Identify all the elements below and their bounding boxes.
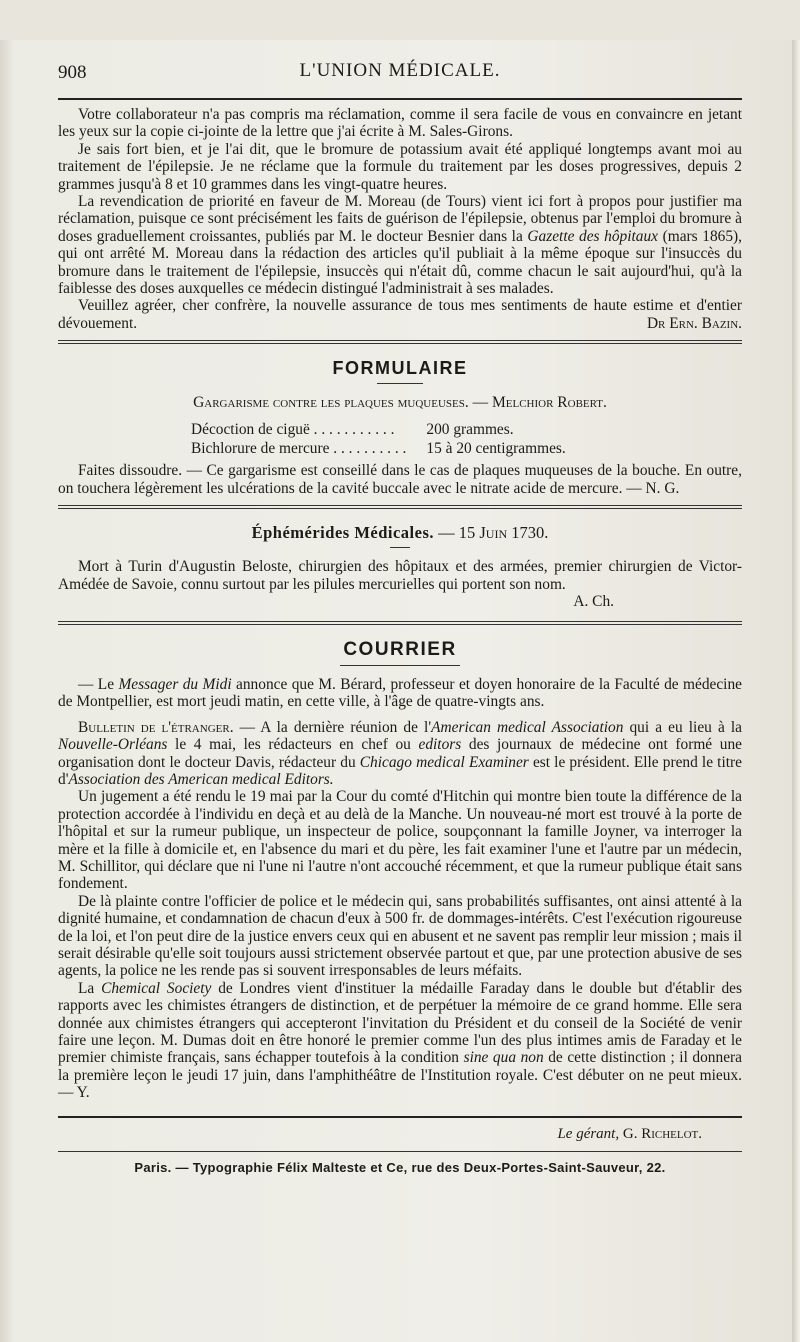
ephemerides-date: — 15 Juin 1730.: [438, 523, 549, 543]
text-span: de cette distinction ; il donnera la première leçon le jeudi 17 juin, dans l'amphithéâtre de l'Institution royale. C'est débuter on ne peut mieux. — Y.: [58, 1049, 742, 1102]
section-divider: [58, 621, 742, 625]
recipe-row: [191, 420, 566, 439]
ingredient-quantity: 200 grammes.: [426, 421, 514, 439]
bulletin-label: Bulletin de l'étranger.: [78, 718, 234, 736]
recipe-row: [191, 439, 566, 458]
title-rule: [377, 383, 423, 384]
ingredient-quantity: 15 à 20 centigrammes.: [426, 440, 566, 458]
title-rule: [340, 665, 460, 666]
ephemerides-signature: A. Ch.: [573, 592, 614, 610]
gerant-label: Le gérant,: [557, 1125, 620, 1142]
text-span: (mars 1865), qui ont arrêté M. Moreau dans la rédaction des articles qu'il publiait à la même époque sur l'insuccès du bromure dans le traitement de l'épilepsie, insuccès qui n'était dû, comme chacun le sait aujourd'hui, qu'à la faiblesse des doses auxquelles ce médecin distingué l'administrait à ses malades.: [58, 227, 743, 298]
letter-signature: Dr Ern. Bazin.: [646, 314, 742, 332]
text-span: est le président. Elle prend le titre d': [58, 753, 742, 788]
letter-paragraph-2: Je sais fort bien, et je l'ai dit, que le bromure de potassium avait été appliqué longtemps avant moi au traitement de l'épilepsie. Je ne réclame que la formule du traitement par les doses progressives, depuis 2 grammes jusqu'à 8 et 10 grammes dans les vingt-quatre heures.: [58, 140, 742, 193]
courrier-paragraph-4: De là plainte contre l'officier de police et le médecin qui, sans probabilités suffisantes, ont ainsi attenté à la dignité humaine, et condamnation de chacun d'eux à 500 fr. de dommages-intérêts. C'est l'exécution rigoureuse de la loi, et l'on peut dire de la justice envers ceux qui en abusent et ne savent pas remplir leur mission ; mais il serait désirable qu'elle soit toujours aussi strictement observée partout et que, par une protection abusive de ses agents, la police ne les rende pas si souvent irresponsables de leurs méfaits.: [58, 892, 742, 980]
editors-term: editors: [418, 736, 462, 754]
latin-phrase: sine qua non: [463, 1049, 544, 1067]
ingredient-name: Décoction de ciguë . . . . . . . . . . .: [191, 421, 395, 439]
formulaire-title: FORMULAIRE: [332, 358, 468, 379]
header-rule: [58, 98, 742, 100]
ephemerides-heading: Éphémérides Médicales.: [251, 523, 434, 543]
text-span: — A la dernière réunion de l': [239, 718, 432, 736]
text-span: le 4 mai, les rédacteurs en chef ou: [175, 736, 411, 754]
page-header: [58, 40, 742, 98]
courrier-paragraph-3: Un jugement a été rendu le 19 mai par la Cour du comté d'Hitchin qui montre bien toute la différence de la protection accordée à l'individu en deçà et au delà de la Manche. Un nouveau-né mort est trouvé à la porte de l'hôpital et sur la rumeur publique, un inspecteur de police, soupçonnant la famille Joyner, va interroger la mère et la fille à domicile et, en l'absence du mari et du père, les fait examiner l'une et l'autre par un médecin, M. Schillitor, qui déclare que ni l'une ni l'autre n'ont accouché récemment, et que la rumeur publique était sans fondement.: [58, 788, 742, 893]
ephemerides-title: [58, 523, 742, 543]
text-span: Veuillez agréer, cher confrère, la nouvelle assurance de tous mes sentiments de haute estime et d'entier dévouement.: [58, 297, 742, 332]
gerant-line: [58, 1126, 702, 1143]
text-span: de Londres vient d'instituer la médaille Faraday dans le double but d'établir des rapports avec les chimistes étrangers de distinction, et de perpétuer la mémoire de ce grand homme. Elle sera donnée aux chimistes étrangers qui accepteront l'invitation du Président et du conseil de la Société de venir faire une leçon. M. Dumas doit en être honoré le premier comme l'un des plus intimes amis de Faraday et le premier chimiste français, sans échapper toutefois à la condition: [58, 979, 742, 1067]
page-edge: [792, 40, 800, 1342]
formula-subtitle: Gargarisme contre les plaques muqueuses. — Melchior Robert.: [193, 394, 607, 412]
letter-paragraph-1: Votre collaborateur n'a pas compris ma réclamation, comme il sera facile de vous en convaincre en jetant les yeux sur la copie ci-jointe de la lettre que j'ai écrite à M. Sales-Girons.: [58, 106, 742, 141]
courrier-paragraph-2: [58, 719, 742, 789]
gerant-name: G. Richelot.: [622, 1125, 702, 1142]
printer-line: Paris. — Typographie Félix Malteste et Ce, rue des Deux-Portes-Saint-Sauveur, 22.: [134, 1159, 666, 1175]
ingredient-name: Bichlorure de mercure . . . . . . . . . .: [191, 440, 407, 458]
association-title: Association des American medical Editors.: [68, 770, 334, 788]
section-divider: [58, 505, 742, 509]
recipe-table: [191, 420, 566, 458]
section-divider: [58, 340, 742, 344]
text-span: — Le: [78, 675, 115, 693]
text-span: La: [78, 979, 95, 997]
journal-title: Messager du Midi: [118, 675, 232, 693]
running-title: L'UNION MÉDICALE.: [299, 60, 501, 81]
city-name: Nouvelle-Orléans: [58, 736, 168, 754]
journal-title: Chicago medical Examiner: [359, 753, 529, 771]
text-span: annonce que M. Bérard, professeur et doyen honoraire de la Faculté de médecine de Montpellier, est mort jeudi matin, en cette ville, à l'âge de quatre-vingts ans.: [58, 675, 742, 711]
page-number: 908: [58, 62, 87, 83]
letter-paragraph-3: [58, 193, 742, 297]
courrier-title: COURRIER: [343, 638, 457, 660]
text-span: des journaux de médecine ont formé une organisation dont le docteur Davis, rédacteur du: [58, 736, 742, 771]
courrier-paragraph-1: [58, 676, 742, 711]
newspaper-page: [0, 40, 800, 1342]
letter-section: [58, 106, 742, 332]
journal-title: Gazette des hôpitaux: [527, 227, 658, 245]
association-name: American medical Association: [431, 718, 624, 736]
text-span: qui a eu lieu à la: [629, 718, 742, 736]
courrier-paragraph-5: [58, 980, 742, 1102]
ephemerides-text: Mort à Turin d'Augustin Beloste, chirurgien des hôpitaux et des armées, premier chirurgien de Victor-Amédée de Savoie, connu surtout par les pilules mercurielles qui portent son nom.: [58, 558, 742, 593]
title-rule: [390, 547, 410, 548]
formulaire-section: [58, 358, 742, 497]
formula-text: Faites dissoudre. — Ce gargarisme est conseillé dans le cas de plaques muqueuses de la bouche. En outre, on touchera légèrement les ulcérations de la cavité buccale avec le nitrate acide de mercure. — N. G.: [58, 462, 742, 497]
text-span: La revendication de priorité en faveur de M. Moreau (de Tours) vient ici fort à propos pour justifier ma réclamation, puisque ce sont précisément les faits de guérison de l'épilepsie, obtenus par l'emploi du bromure à doses graduellement croissantes, publiés par M. le docteur Besnier dans la: [58, 193, 742, 245]
ephemerides-section: [58, 523, 742, 611]
society-name: Chemical Society: [101, 979, 212, 997]
courrier-section: [58, 639, 742, 1102]
footer-rule: [58, 1116, 742, 1118]
footer-rule-2: [58, 1151, 742, 1152]
letter-paragraph-4: [58, 297, 742, 332]
